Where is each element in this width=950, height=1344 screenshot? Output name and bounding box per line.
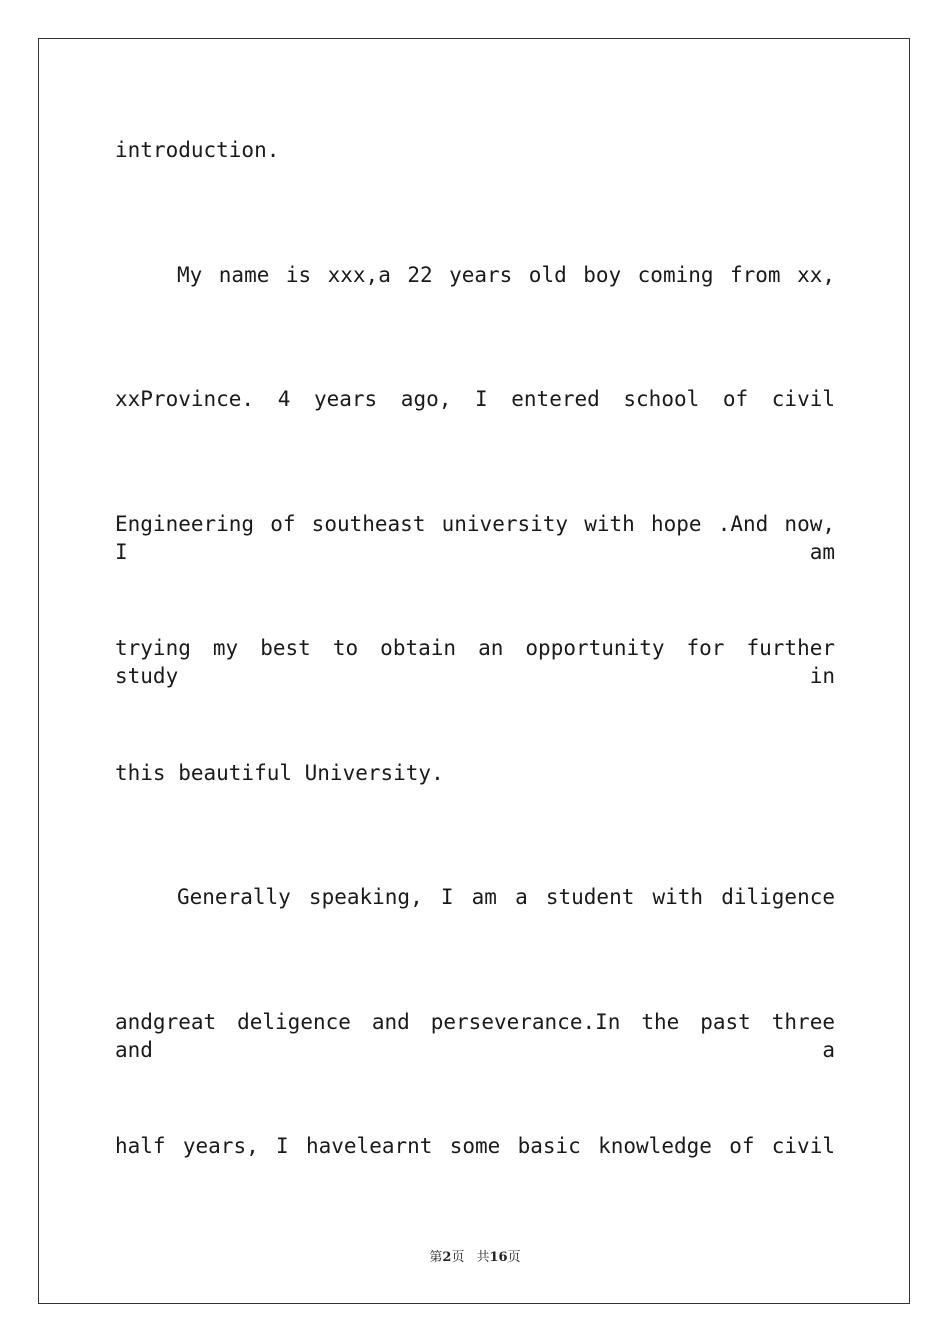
total-prefix: 共 bbox=[476, 1250, 490, 1265]
text-line-3: xxProvince. 4 years ago, I entered school of civil bbox=[115, 387, 835, 411]
text-line-2: My name is xxx,a 22 years old boy coming from xx, bbox=[177, 263, 835, 287]
text-line-4: Engineering of southeast university with hope .And now, I am bbox=[115, 512, 835, 564]
text-line-5: trying my best to obtain an opportunity for further study in bbox=[115, 636, 835, 688]
total-pages: 16 bbox=[489, 1250, 508, 1265]
text-line-1: introduction. bbox=[115, 138, 280, 162]
page-footer bbox=[0, 1246, 950, 1265]
page-suffix: 页 bbox=[451, 1250, 465, 1265]
text-line-9: half years, I havelearnt some basic knowledge of civil bbox=[115, 1134, 835, 1158]
text-line-8: andgreat deligence and perseverance.In the past three and a bbox=[115, 1010, 835, 1062]
page-number: 2 bbox=[442, 1250, 452, 1265]
text-line-6: this beautiful University. bbox=[115, 761, 444, 785]
page-prefix: 第 bbox=[429, 1250, 443, 1265]
total-suffix: 页 bbox=[507, 1250, 521, 1265]
text-line-7: Generally speaking, I am a student with diligence bbox=[177, 885, 835, 909]
